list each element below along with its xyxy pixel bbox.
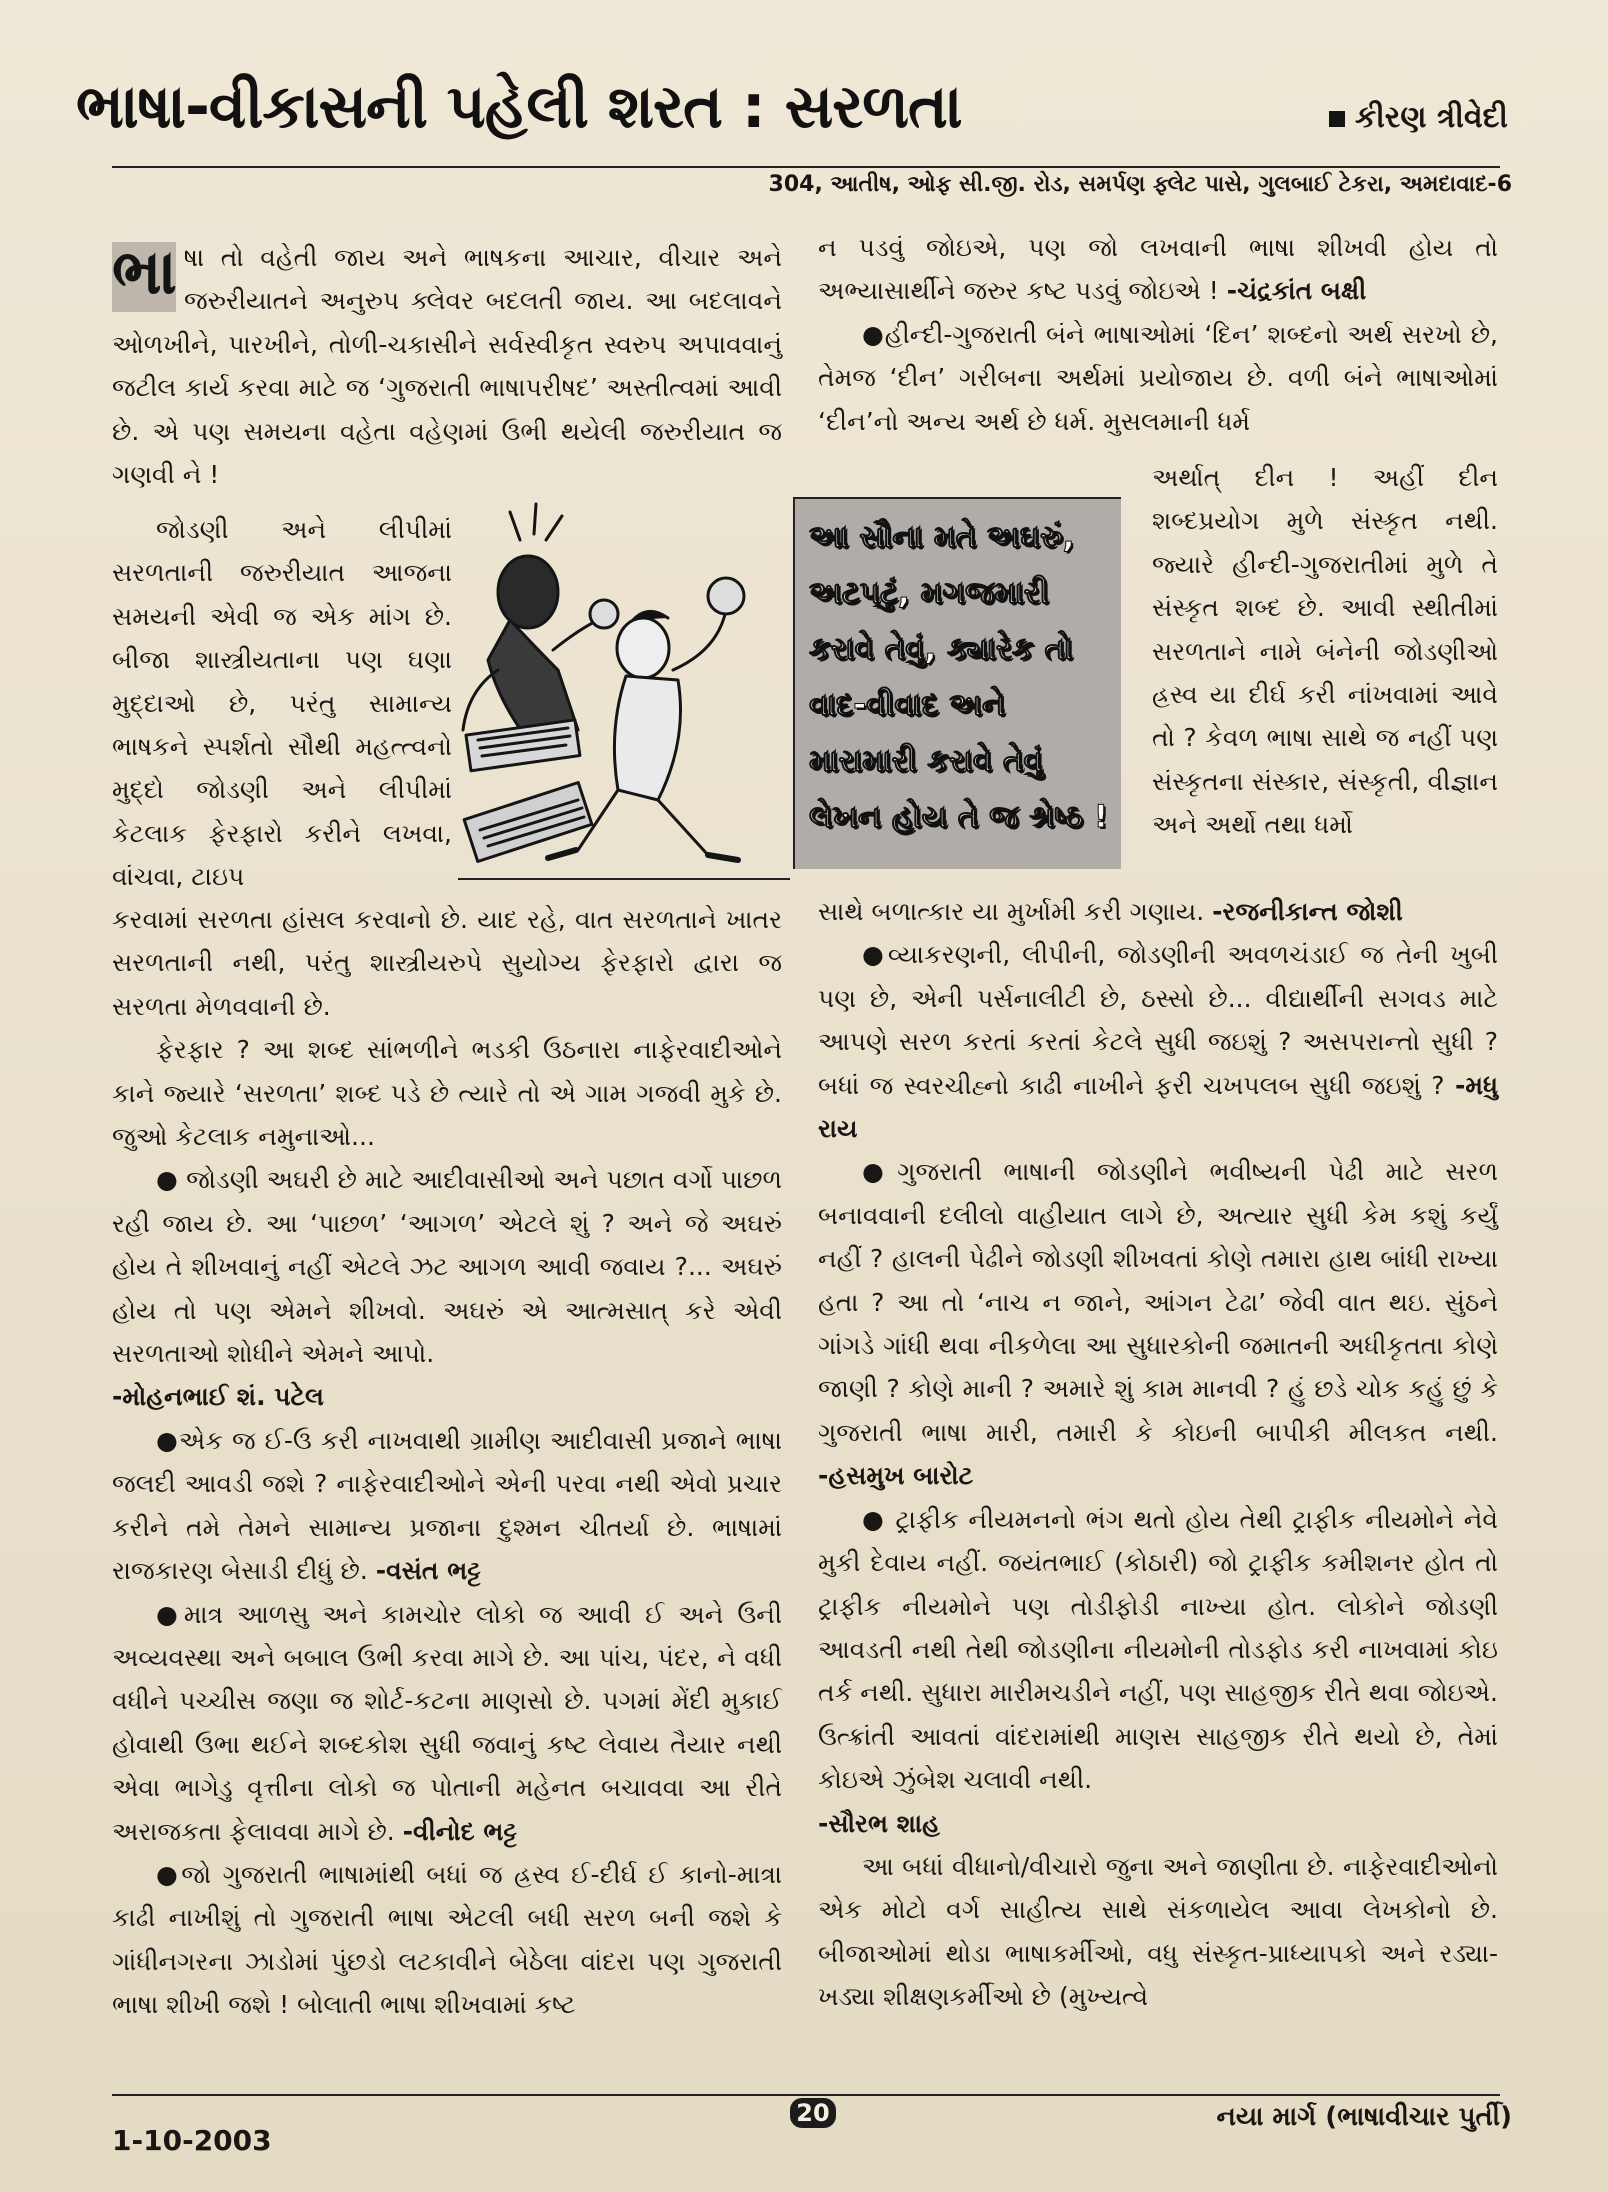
right-paragraph-3: ●વ્યાકરણની, લીપીની, જોડણીની અવળચંડાઈ જ તેની ખુબી પણ છે, એની પર્સનાલીટી છે, ઠસ્સો છે... વીદ્યાર્થીની સગવડ માટે આપણે સરળ કરતાં કરતાં કેટલે સુધી જઇશું ? અસપરાન્તો સુધી ? બધાં જ સ્વરચીહ્નો કાઢી નાખીને ફરી ચખપલબ સુધી જઇશું ?: [818, 940, 1498, 1100]
left-paragraph-6: ●માત્ર આળસુ અને કામચોર લોકો જ આવી ઈ અને ઉની અવ્યવસ્થા અને બબાલ ઉભી કરવા માગે છે. આ પાંચ, પંદર, ને વધી વધીને પચ્ચીસ જણા જ શોર્ટ-કટના માણસો છે. પગમાં મેંદી મુકાઈ હોવાથી ઉભા થઈને શબ્દકોશ સુધી જવાનું કષ્ટ લેવાય તૈયાર નથી એવા ભાગેડુ વૃત્તીના લોકો જ પોતાની મહેનત બચાવવા આ રીતે અરાજકતા ફેલાવવા માગે છે.: [112, 1599, 782, 1846]
right-paragraph-4: ●ગુજરાતી ભાષાની જોડણીને ભવીષ્યની પેઢી માટે સરળ બનાવવાની દલીલો વાહીયાત લાગે છે, અત્યાર સુધી કેમ કશું કર્યું નહીં ? હાલની પેઢીને જોડણી શીખવતાં કોણે તમારા હાથ બાંધી રાખ્યા હતા ? આ તો ‘નાચ ન જાને, આંગન ટેઢા’ જેવી વાત થઇ. સુંઠને ગાંગડે ગાંધી થવા નીકળેલા આ સુધારકોની જમાતની અધીકૃતતા કોણે જાણી ? કોણે માની ? અમારે શું કામ માનવી ? હું છડે ચોક કહું છું કે ગુજરાતી ભાષા મારી, તમારી કે કોઇની બાપીકી મીલકત નથી.: [818, 1157, 1498, 1447]
left-paragraph-1: ષા તો વહેતી જાય અને ભાષકના આચાર, વીચાર અને જરુરીયાતને અનુરુપ ક્લેવર બદલતી જાય. આ બદલાવને ઓળખીને, પારખીને, તોળી-ચકાસીને સર્વસ્વીકૃત સ્વરુપ અપાવવાનું જટીલ કાર્ય કરવા માટે જ ‘ગુજરાતી ભાષાપરીષદ’ અસ્તીત્વમાં આવી છે. એ પણ સમયના વહેતા વહેણમાં ઉભી થયેલી જરુરીયાત જ ગણવી ને !: [112, 243, 782, 490]
author-address: 304, આતીષ, ઓફ સી.જી. રોડ, સમર્પણ ફ્લેટ પાસે, ગુલબાઈ ટેકરા, અમદાવાદ-6: [768, 172, 1512, 197]
right-paragraph-2b: અર્થાત્ દીન ! અહીં દીન શબ્દપ્રયોગ મુળે સંસ્કૃત નથી. જ્યારે હીન્દી-ગુજરાતીમાં મુળે તે સંસ્કૃત શબ્દ છે. આવી સ્થીતીમાં સરળતાને નામે બંનેની જોડણીઓ હ્રસ્વ યા દીર્ઘ કરી નાંખવામાં આવે તો ? કેવળ ભાષા સાથે જ નહીં પણ સંસ્કૃતના સંસ્કાર, સંસ્કૃતી, વીજ્ઞાન અને અર્થો તથા ધર્મો: [1152, 463, 1498, 840]
right-column-top: [818, 226, 1498, 443]
signature-madhu: -મધુ રાય: [818, 1070, 1498, 1144]
left-column-narrow: [112, 508, 452, 899]
left-paragraph-2b: કરવામાં સરળતા હાંસલ કરવાનો છે. યાદ રહે, વાત સરળતાને ખાતર સરળતાની નથી, પરંતુ શાસ્ત્રીયરુપે સુયોગ્ય ફેરફારો દ્વારા જ સરળતા મેળવવાની છે.: [112, 905, 782, 1021]
signature-rajnikant: -રજનીકાન્ત જોશી: [1212, 897, 1403, 926]
article-title: ભાષા-વીકાસની પહેલી શરત : સરળતા: [76, 72, 962, 142]
signature-vasant: -વસંત ભટ્ટ: [375, 1556, 481, 1586]
right-paragraph-2c: સાથે બળાત્કાર યા મુર્ખામી કરી ગણાય.: [818, 897, 1205, 926]
left-column-bottom: [112, 898, 782, 2027]
header-rule: [112, 166, 1500, 168]
left-paragraph-5: ●એક જ ઈ-ઉ કરી નાખવાથી ગ્રામીણ આદીવાસી પ્રજાને ભાષા જલદી આવડી જશે ? નાફેરવાદીઓને એની પરવા નથી એવો પ્રચાર કરીને તમે તેમને સામાન્ય પ્રજાના દુશ્મન ચીતર્યા છે. ભાષામાં રાજકારણ બેસાડી દીધું છે.: [112, 1425, 782, 1586]
right-column-bottom: [818, 890, 1498, 2019]
signature-mohanbhai: -મોહનભાઈ શં. પટેલ: [112, 1382, 324, 1412]
fighting-men-cartoon: [458, 500, 788, 870]
issue-date: 1-10-2003: [112, 2124, 272, 2157]
right-paragraph-1: ન પડવું જોઇએ, પણ જો લખવાની ભાષા શીખવી હોય તો અભ્યાસાર્થીને જરુર કષ્ટ પડવું જોઇએ !: [818, 233, 1498, 306]
right-column-narrow: [1152, 456, 1498, 847]
right-paragraph-6: આ બધાં વીધાનો/વીચારો જુના અને જાણીતા છે. નાફેરવાદીઓનો એક મોટો વર્ગ સાહીત્ય સાથે સંકળાયેલ આવા લેખકોનો છે. બીજાઓમાં થોડા ભાષાકર્મીઓ, વધુ સંસ્કૃત-પ્રાધ્યાપકો અને રડ્યા-ખડ્યા શીક્ષણકર્મીઓ છે (મુખ્યત્વે: [818, 1851, 1498, 2012]
left-paragraph-3: ફેરફાર ? આ શબ્દ સાંભળીને ભડકી ઉઠનારા નાફેરવાદીઓને કાને જ્યારે ‘સરળતા’ શબ્દ પડે છે ત્યારે તો એ ગામ ગજવી મુકે છે. જુઓ કેટલાક નમુનાઓ...: [112, 1035, 782, 1152]
author-name: [1329, 100, 1508, 135]
left-column-top: [112, 236, 782, 496]
right-paragraph-2: ●હીન્દી-ગુજરાતી બંને ભાષાઓમાં ‘દિન’ શબ્દનો અર્થ સરખો છે, તેમજ ‘દીન’ ગરીબના અર્થમાં પ્રયોજાય છે. વળી બંને ભાષાઓમાં ‘દીન’નો અન્ય અર્થ છે ધર્મ. મુસલમાની ધર્મ: [818, 319, 1498, 436]
author-label: કીરણ ત્રીવેદી: [1355, 100, 1508, 135]
footer-rule: [112, 2094, 1500, 2096]
signature-saurabh: -સૌરભ શાહ: [818, 1808, 940, 1838]
right-paragraph-5: ● ટ્રાફીક નીયમનનો ભંગ થતો હોય તેથી ટ્રાફીક નીયમોને નેવે મુકી દેવાય નહીં. જયંતભાઈ (કોઠારી) જો ટ્રાફીક કમીશનર હોત તો ટ્રાફીક નીયમોને પણ તોડીફોડી નાખ્યા હોત. લોકોને જોડણી આવડતી નથી તેથી જોડણીના નીયમોની તોડફોડ કરી નાખવામાં કોઇ તર્ક નથી. સુધારા મારીમચડીને નહીં, પણ સાહજીક રીતે થવા જોઇએ. ઉત્ક્રાંતી આવતાં વાંદરામાંથી માણસ સાહજીક રીતે થયો છે, તેમાં કોઇએ ઝુંબેશ ચલાવી નથી.: [818, 1504, 1498, 1795]
pull-quote: આ સૌના મતે અઘરું, અટપટું, મગજમારી કરાવે તેવું, ક્યારેક તો વાદ-વીવાદ અને મારામારી કરાવે તેવું લેખન હોય તે જ શ્રેષ્ઠ !: [793, 497, 1121, 869]
left-paragraph-4: ● જોડણી અઘરી છે માટે આદીવાસીઓ અને પછાત વર્ગો પાછળ રહી જાય છે. આ ‘પાછળ’ ‘આગળ’ એટલે શું ? અને જે અઘરું હોય તે શીખવાનું નહીં એટલે ઝટ આગળ આવી જવાય ?... અઘરું હોય તો પણ એમને શીખવો. અઘરું એ આત્મસાત્ કરે એવી સરળતાઓ શોધીને એમને આપો.: [112, 1165, 782, 1369]
square-bullet-icon: [1329, 111, 1345, 127]
signature-hasmukh: -હસમુખ બારોટ: [818, 1461, 974, 1491]
page-number: 20: [790, 2098, 836, 2128]
left-paragraph-7: ●જો ગુજરાતી ભાષામાંથી બધાં જ હ્રસ્વ ઈ-દીર્ઘ ઈ કાનો-માત્રા કાઢી નાખીશું તો ગુજરાતી ભાષા એટલી બધી સરળ બની જશે કે ગાંધીનગરના ઝાડોમાં પુંછડો લટકાવીને બેઠેલા વાંદરા પણ ગુજરાતી ભાષા શીખી જશે ! બોલાતી ભાષા શીખવામાં કષ્ટ: [112, 1859, 782, 2020]
cartoon-divider: [458, 878, 790, 880]
left-paragraph-2: જોડણી અને લીપીમાં સરળતાની જરુરીયાત આજના સમયની એવી જ એક માંગ છે. બીજા શાસ્ત્રીયતાના પણ ઘણા મુદ્દાઓ છે, પરંતુ સામાન્ય ભાષકને સ્પર્શતો સૌથી મહત્ત્વનો મુદ્દો જોડણી અને લીપીમાં કેટલાક ફેરફારો કરીને લખવા, વાંચવા, ટાઇપ: [112, 515, 452, 892]
drop-cap: ભા: [112, 242, 176, 312]
journal-name: નયા માર્ગ (ભાષાવીચાર પુર્તી): [1216, 2102, 1512, 2132]
signature-vinod: -વીનોદ ભટ્ટ: [402, 1816, 517, 1846]
signature-chandrakant: -ચંદ્રકાંત બક્ષી: [1226, 276, 1367, 306]
